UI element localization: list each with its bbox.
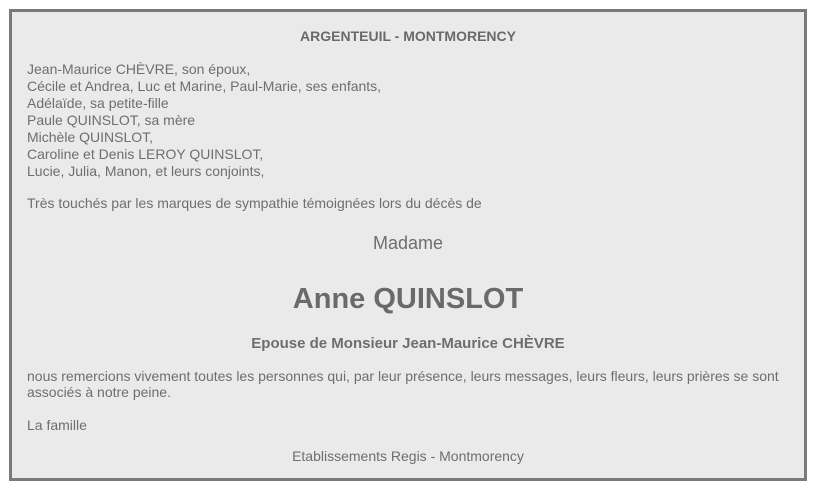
- family-line: Paule QUINSLOT, sa mère: [27, 112, 196, 128]
- notice-location-heading: ARGENTEUIL - MONTMORENCY: [300, 28, 516, 44]
- thanks-text: nous remercions vivement toutes les personnes qui, par leur présence, leurs messages, leurs fleurs, leurs prières se sont associés à notre peine.: [27, 368, 779, 400]
- funeral-home: Etablissements Regis - Montmorency: [292, 448, 524, 464]
- family-line: Jean-Maurice CHÈVRE, son époux,: [27, 61, 251, 77]
- family-line: Caroline et Denis LEROY QUINSLOT,: [27, 146, 264, 162]
- family-line: Adélaïde, sa petite-fille: [27, 95, 169, 111]
- family-line: Michèle QUINSLOT,: [27, 129, 154, 145]
- spouse-line: Epouse de Monsieur Jean-Maurice CHÈVRE: [251, 335, 565, 352]
- family-line: Lucie, Julia, Manon, et leurs conjoints,: [27, 163, 265, 179]
- signature: La famille: [27, 417, 87, 433]
- intro-text: Très touchés par les marques de sympathie témoignées lors du décès de: [27, 195, 482, 211]
- obituary-notice: [9, 9, 807, 481]
- family-list: [27, 61, 381, 180]
- deceased-name: Anne QUINSLOT: [292, 283, 524, 315]
- civility-title: Madame: [372, 233, 444, 253]
- family-line: Cécile et Andrea, Luc et Marine, Paul-Marie, ses enfants,: [27, 78, 382, 94]
